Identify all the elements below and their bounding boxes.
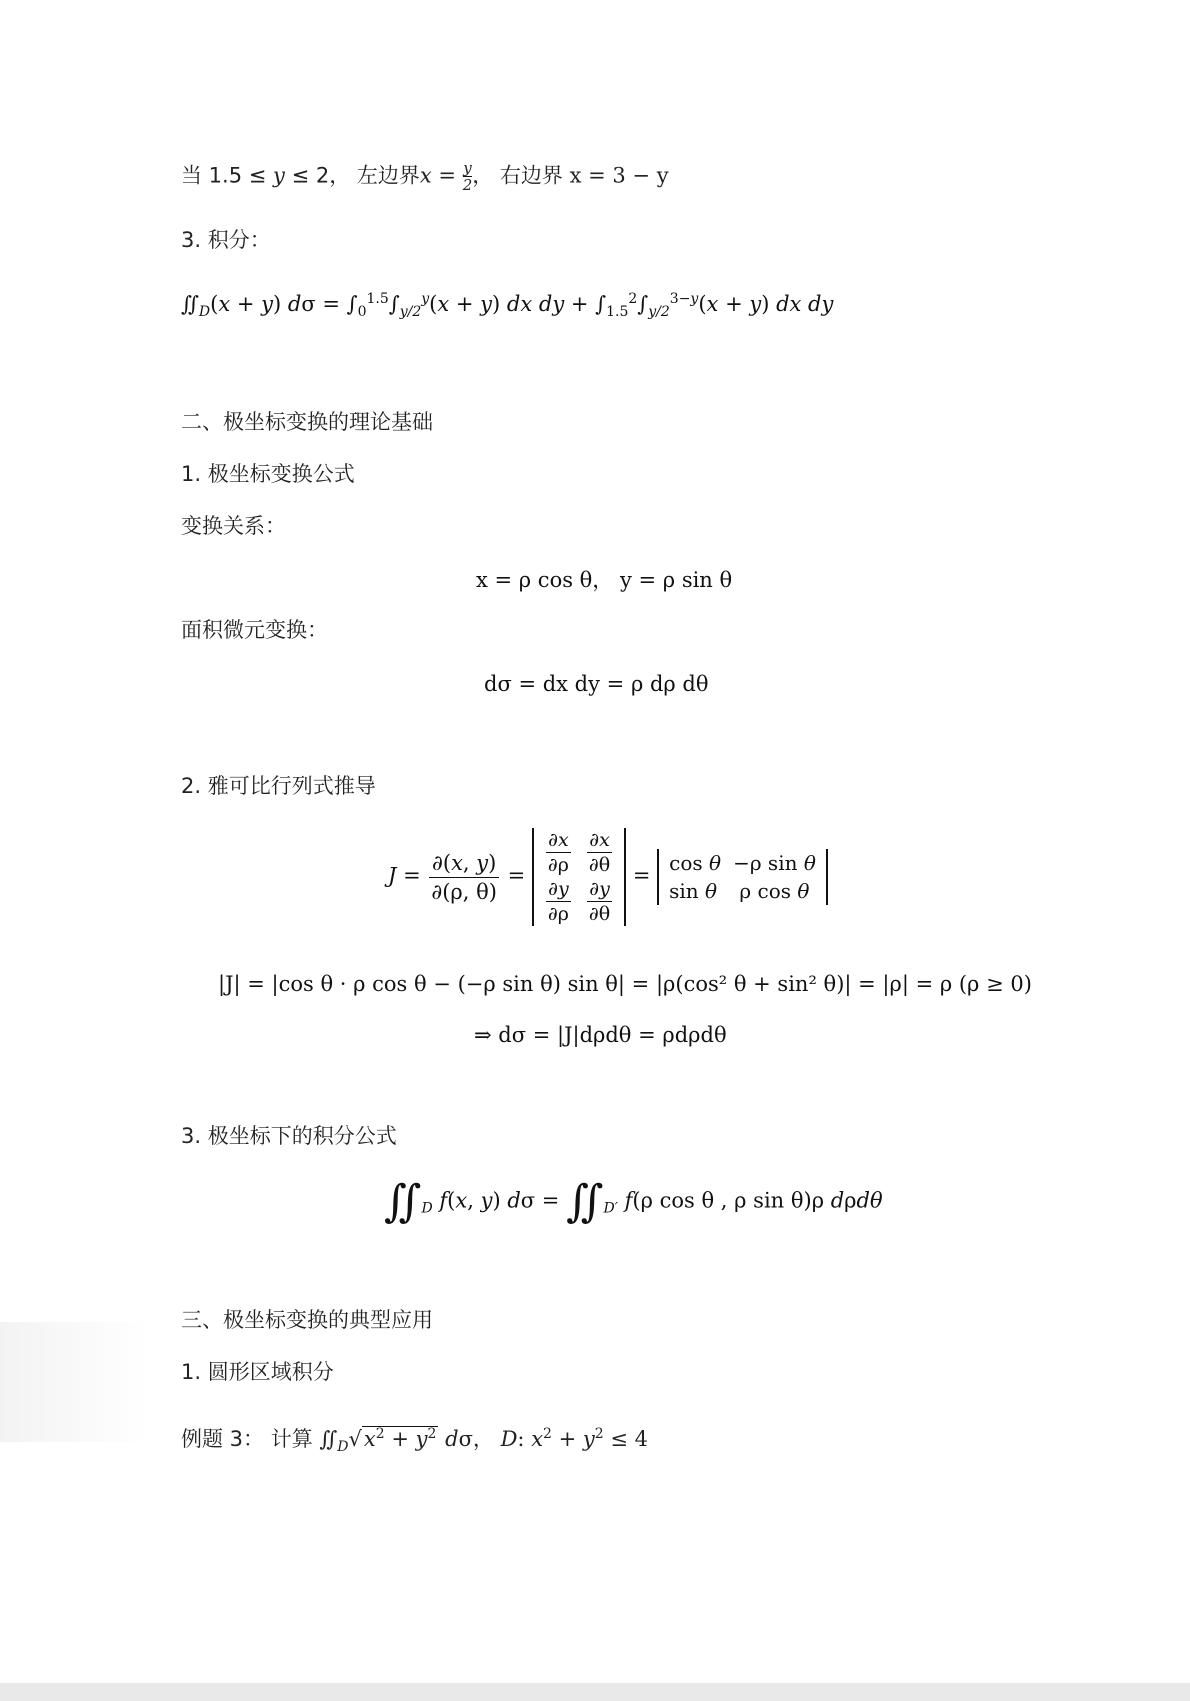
sub1-title: 1. 极坐标变换公式 bbox=[181, 462, 355, 486]
jacobian-trig-matrix: cos θ −ρ sin θ sin θ ρ cos θ bbox=[657, 849, 828, 905]
jacobian-partials-matrix: $\frac{\partial x}{\partial\rho}$ $\frac{\partial x}{\partial\theta}$ $\frac{\partial y}{\partial\rho}$ $\frac{\partial y}{\partial\theta}$ bbox=[532, 828, 626, 926]
polar-transform-formula: x = ρ cos θ， y = ρ sin θ bbox=[476, 568, 733, 592]
area-element-formula: dσ = dx dy = ρ dρ dθ bbox=[484, 672, 709, 696]
jacobian-definition: J = $\frac{\partial(x, y)}{\partial(\rho, \theta)}$ = $\frac{\partial x}{\partial\rho}$ $\frac{\partial x}{\partial\theta}$ $\frac{\partial y}{\partial\rho}$ $\frac{\partial y}{\partial\theta}$ = cos θ −ρ sin θ sin θ ρ cos θ bbox=[388, 828, 828, 926]
area-label: 面积微元变换： bbox=[181, 618, 328, 642]
page-shadow bbox=[0, 1322, 150, 1442]
sub2-title: 2. 雅可比行列式推导 bbox=[181, 774, 376, 798]
transform-label: 变换关系： bbox=[181, 514, 286, 538]
jacobian-abs-formula: |J| = |cos θ · ρ cos θ − (−ρ sin θ) sin θ| = |ρ(cos² θ + sin² θ)| = |ρ| = ρ (ρ ≥ 0) bbox=[218, 972, 1032, 996]
polar-integral-formula: $∬_D$ f(x, y) $d\sigma = ∬_{D'}$ f(ρ cos θ , ρ sin θ)ρ dρdθ bbox=[384, 1176, 883, 1227]
section2-title: 二、极坐标变换的理论基础 bbox=[181, 410, 433, 434]
section3-title: 三、极坐标变换的典型应用 bbox=[181, 1308, 433, 1332]
sub3-title: 3. 极坐标下的积分公式 bbox=[181, 1124, 397, 1148]
right-boundary-formula: x = 3 − y bbox=[569, 163, 669, 188]
jacobian-result-formula: ⇒ dσ = |J|dρdθ = ρdρdθ bbox=[474, 1023, 727, 1047]
step3-label: 3. 积分： bbox=[181, 228, 271, 252]
integral-split-formula: $∬_D(x + y) d\sigma = \int_0^{1.5}\int_{y/2}^y(x + y)$ dx dy + $\int_{1.5}^2\int_{y/2}^{3-y}(x + y)$ dx dy bbox=[181, 291, 834, 321]
example3-line: 例题 3： 计算 $∬_D√x^2 + y^2$ dσ， D: $x^2 + y^2 \le 4$ bbox=[181, 1426, 649, 1456]
boundary-line: 当 1.5 ≤ y ≤ 2， 左边界x = $\frac{y}{2}$ ， 右边界 x = 3 − y bbox=[181, 159, 669, 194]
app1-title: 1. 圆形区域积分 bbox=[181, 1360, 334, 1384]
bottom-scroll-bar[interactable] bbox=[0, 1683, 1190, 1701]
